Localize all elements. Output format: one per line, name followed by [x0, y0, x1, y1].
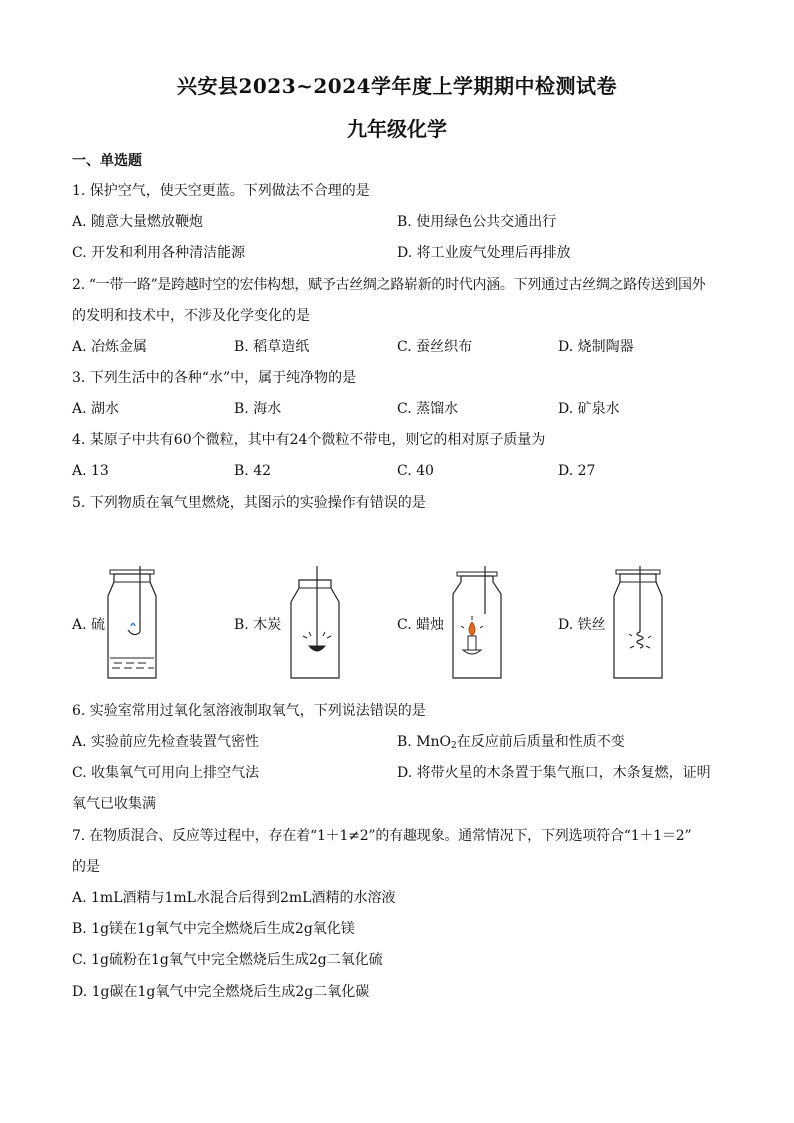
exam-title: 兴安县2023~2024学年度上学期期中检测试卷 [176, 74, 618, 98]
q6-option-b-text: 在反应前后质量和性质不变 [456, 734, 625, 750]
question-5-stem: 5. 下列物质在氧气里燃烧，其图示的实验操作有错误的是 [72, 495, 426, 511]
q5-option-c: C. 蜡烛 [397, 617, 445, 633]
question-3-stem: 3. 下列生活中的各种“水”中，属于纯净物的是 [72, 370, 357, 386]
q6-option-b [397, 733, 625, 755]
question-2-stem-line-2: 的发明和技术中，不涉及化学变化的是 [72, 308, 310, 324]
exam-subtitle: 九年级化学 [347, 117, 447, 141]
q2-option-b: B. 稻草造纸 [234, 339, 310, 355]
q3-option-c: C. 蒸馏水 [397, 401, 459, 417]
question-7-stem-line-2: 的是 [72, 859, 100, 875]
q1-option-d: D. 将工业废气处理后再排放 [397, 245, 571, 261]
gas-jar-candle-illustration [449, 566, 505, 682]
q5-option-d: D. 铁丝 [558, 617, 606, 633]
q3-option-b: B. 海水 [234, 401, 282, 417]
question-6-stem: 6. 实验室常用过氧化氢溶液制取氧气，下列说法错误的是 [72, 703, 426, 719]
q3-option-d: D. 矿泉水 [558, 401, 620, 417]
q6-option-c: C. 收集氧气可用向上排空气法 [72, 765, 260, 781]
q4-option-b: B. 42 [234, 463, 272, 479]
section-heading: 一、单选题 [72, 153, 142, 169]
q7-option-b: B. 1g镁在1g氧气中完全燃烧后生成2g氧化镁 [72, 921, 355, 937]
q6-option-d-continued: 氧气已收集满 [72, 796, 156, 812]
question-4-stem: 4. 某原子中共有60个微粒，其中有24个微粒不带电，则它的相对原子质量为 [72, 432, 546, 448]
q7-option-c: C. 1g硫粉在1g氧气中完全燃烧后生成2g二氧化硫 [72, 952, 383, 968]
question-1-stem: 1. 保护空气，使天空更蓝。下列做法不合理的是 [72, 183, 370, 199]
q7-option-d: D. 1g碳在1g氧气中完全燃烧后生成2g二氧化碳 [72, 984, 370, 1000]
q2-option-c: C. 蚕丝织布 [397, 339, 473, 355]
q6-option-b-subscript: 2 [451, 741, 457, 751]
q2-option-d: D. 烧制陶器 [558, 339, 634, 355]
question-2-stem-line-1: 2. “一带一路”是跨越时空的宏伟构想，赋予古丝绸之路崭新的时代内涵。下列通过古丝绸之路传送到国外 [72, 277, 706, 293]
q1-option-c: C. 开发和利用各种清洁能源 [72, 245, 246, 261]
q1-option-b: B. 使用绿色公共交通出行 [397, 214, 557, 230]
gas-jar-charcoal-illustration [287, 566, 343, 682]
q2-option-a: A. 冶炼金属 [72, 339, 148, 355]
q4-option-c: C. 40 [397, 463, 434, 479]
question-7-stem-line-1: 7. 在物质混合、反应等过程中，存在着“1＋1≠2”的有趣现象。通常情况下，下列选项符合“1＋1＝2” [72, 828, 692, 844]
q6-option-b-formula: B. MnO [397, 734, 452, 750]
q3-option-a: A. 湖水 [72, 401, 120, 417]
q4-option-d: D. 27 [558, 463, 596, 479]
q1-option-a: A. 随意大量燃放鞭炮 [72, 214, 204, 230]
q6-option-d: D. 将带火星的木条置于集气瓶口，木条复燃，证明 [397, 765, 711, 781]
q5-option-b: B. 木炭 [234, 617, 282, 633]
q6-option-a: A. 实验前应先检查装置气密性 [72, 734, 260, 750]
q4-option-a: A. 13 [72, 463, 109, 479]
q7-option-a: A. 1mL酒精与1mL水混合后得到2mL酒精的水溶液 [72, 890, 396, 906]
gas-jar-sulfur-illustration [104, 566, 160, 682]
gas-jar-iron-wire-illustration [610, 566, 666, 682]
q5-option-a: A. 硫 [72, 617, 106, 633]
